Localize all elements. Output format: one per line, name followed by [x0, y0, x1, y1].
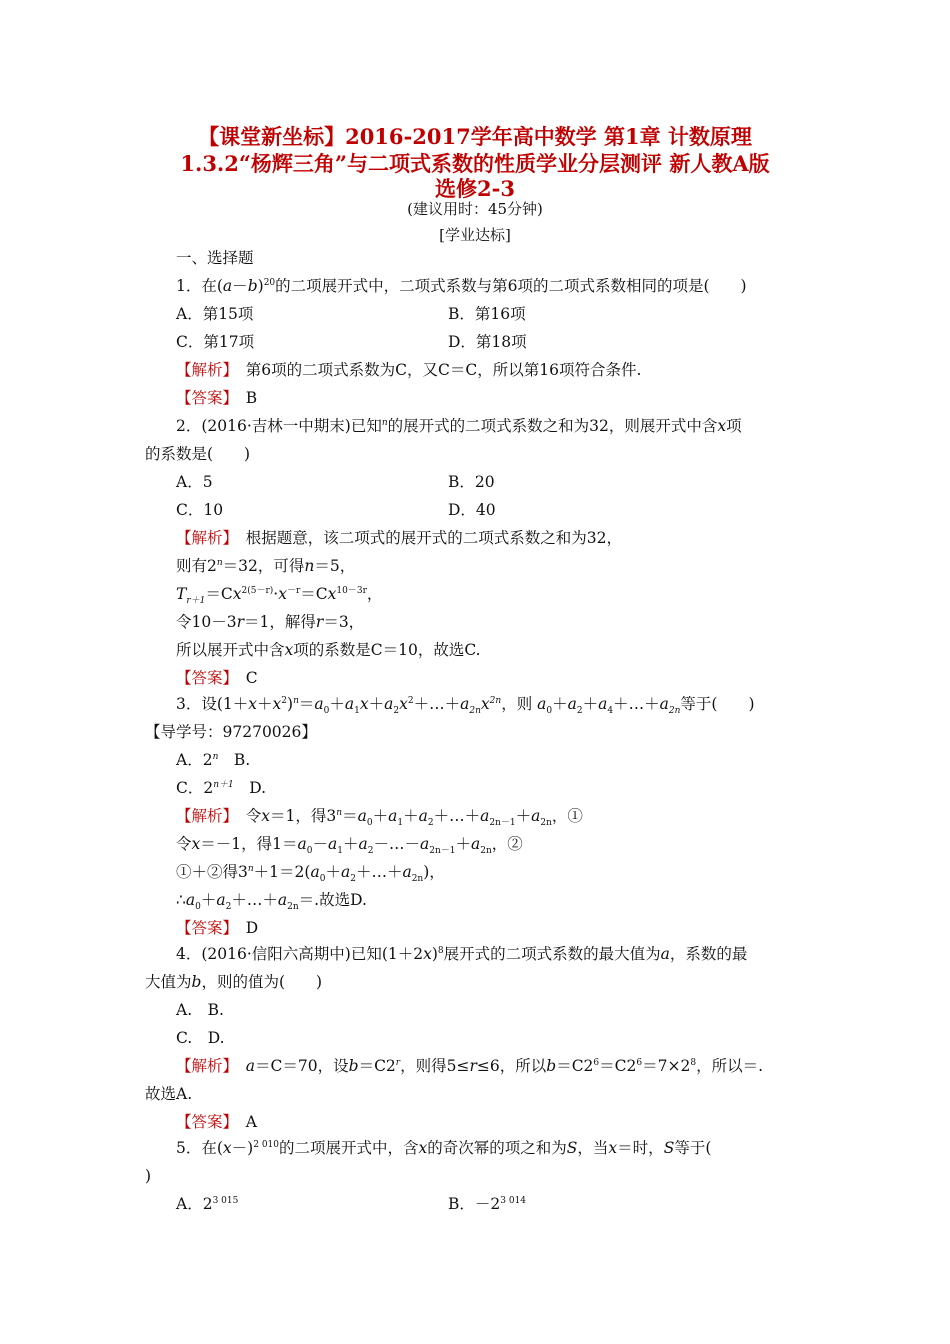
- analysis-label: 【解析】: [176, 361, 231, 379]
- q4-analysis-line-2: 故选A.: [145, 1085, 193, 1103]
- q3-analysis-line-4: $\therefore a_0+a_2+\dots+a_{2n}=$.故选D.: [176, 891, 367, 913]
- question-5-stem: 5．在$(x-)^{2 010}$的二项展开式中，含x的奇次幂的项之和为S，当x＝时，S等于(: [176, 1139, 712, 1157]
- q1-answer: 【答案】 B: [176, 389, 258, 407]
- question-2-stem: 2．(2016·吉林一中期末)已知$^n$的展开式的二项式系数之和为32，则展开式中含x项: [176, 417, 742, 435]
- q3-analysis-line-2: 令x＝－1，得$1=a_0-a_1+a_2-\dots-a_{2n-1}+a_{2n}$，②: [176, 835, 523, 857]
- q1-option-a: A．第15项: [176, 305, 254, 323]
- q5-option-b: B．$-2^{3 014}$: [448, 1195, 527, 1213]
- q2-option-a: A．5: [176, 473, 213, 491]
- answer-label: 【答案】: [176, 919, 231, 937]
- q2-analysis-line-3: $T_{r+1}=Cx^{2(5-r)}\cdot x^{-r}=Cx^{10-3r}$，: [176, 585, 383, 607]
- analysis-label: 【解析】: [176, 807, 231, 825]
- q3-answer: 【答案】 D: [176, 919, 259, 937]
- q2-analysis: 【解析】 根据题意，该二项式的展开式的二项式系数之和为32，: [176, 529, 623, 547]
- q4-answer: 【答案】 A: [176, 1113, 257, 1131]
- section-heading: 一、选择题: [176, 249, 254, 267]
- analysis-label: 【解析】: [176, 529, 231, 547]
- q2-answer: 【答案】 C: [176, 669, 258, 687]
- answer-label: 【答案】: [176, 669, 231, 687]
- suggested-time: (建议用时：45分钟): [407, 200, 543, 218]
- question-1-stem: 1．在$(a-b)^{20}$的二项展开式中，二项式系数与第6项的二项式系数相同的项是( ): [176, 277, 747, 295]
- question-4-stem-cont: 大值为b，则的值为( ): [145, 973, 323, 991]
- q3-analysis-line-3: ①＋②得$3^n+1=2(a_0+a_2+\dots+a_{2n})$，: [176, 863, 445, 885]
- q1-option-b: B．第16项: [448, 305, 526, 323]
- title-line-1: 【课堂新坐标】2016-2017学年高中数学 第1章 计数原理: [198, 124, 752, 149]
- q2-option-b: B．20: [448, 473, 495, 491]
- q3-options-cd: C．$2^{n+1}$ D.: [176, 779, 267, 797]
- q2-option-c: C．10: [176, 501, 224, 519]
- guide-number: 【导学号：97270026】: [145, 723, 317, 741]
- q2-analysis-line-2: 则有$2^n=32$，可得n＝5，: [176, 557, 356, 575]
- title-line-2: 1.3.2“杨辉三角”与二项式系数的性质学业分层测评 新人教A版: [180, 151, 770, 176]
- answer-label: 【答案】: [176, 389, 231, 407]
- q1-option-d: D．第18项: [448, 333, 527, 351]
- q4-options-ab: A. B.: [176, 1001, 224, 1019]
- q4-options-cd: C. D.: [176, 1029, 225, 1047]
- q4-analysis: 【解析】 a＝C＝70，设$b=C2^r$，则得5≤r≤6，所以$b=C2^6=C2^6=7\times 2^8$，所以＝.: [176, 1057, 764, 1075]
- q2-analysis-line-4: 令10－3r＝1，解得r＝3，: [176, 613, 365, 631]
- question-5-stem-cont: ): [145, 1167, 152, 1185]
- q3-analysis: 【解析】 令x＝1，得$3^n=a_0+a_1+a_2+\dots+a_{2n-1}+a_{2n}$，①: [176, 807, 583, 829]
- q1-option-c: C．第17项: [176, 333, 255, 351]
- q5-option-a: A．$2^{3 015}$: [176, 1195, 239, 1213]
- q1-analysis: 【解析】 第6项的二项式系数为C，又C＝C，所以第16项符合条件.: [176, 361, 642, 379]
- question-4-stem: 4．(2016·信阳六高期中)已知$(1+2x)^8$展开式的二项式系数的最大值为a，系数的最: [176, 945, 748, 963]
- question-3-stem: 3．设$(1+x+x^2)^n=a_0+a_1x+a_2x^2+\dots+a_{2n}x^{2n}$，则 $a_0+a_2+a_4+\dots+a_{2n}$等于( ): [176, 695, 755, 717]
- q3-options-ab: A．2$^n$ B.: [176, 751, 251, 769]
- q2-option-d: D．40: [448, 501, 496, 519]
- level-heading: [学业达标]: [439, 226, 511, 244]
- answer-label: 【答案】: [176, 1113, 231, 1131]
- title-line-3: 选修2-3: [435, 176, 515, 201]
- question-2-stem-cont: 的系数是( ): [145, 445, 251, 463]
- analysis-label: 【解析】: [176, 1057, 231, 1075]
- q2-analysis-line-5: 所以展开式中含x项的系数是C＝10，故选C.: [176, 641, 481, 659]
